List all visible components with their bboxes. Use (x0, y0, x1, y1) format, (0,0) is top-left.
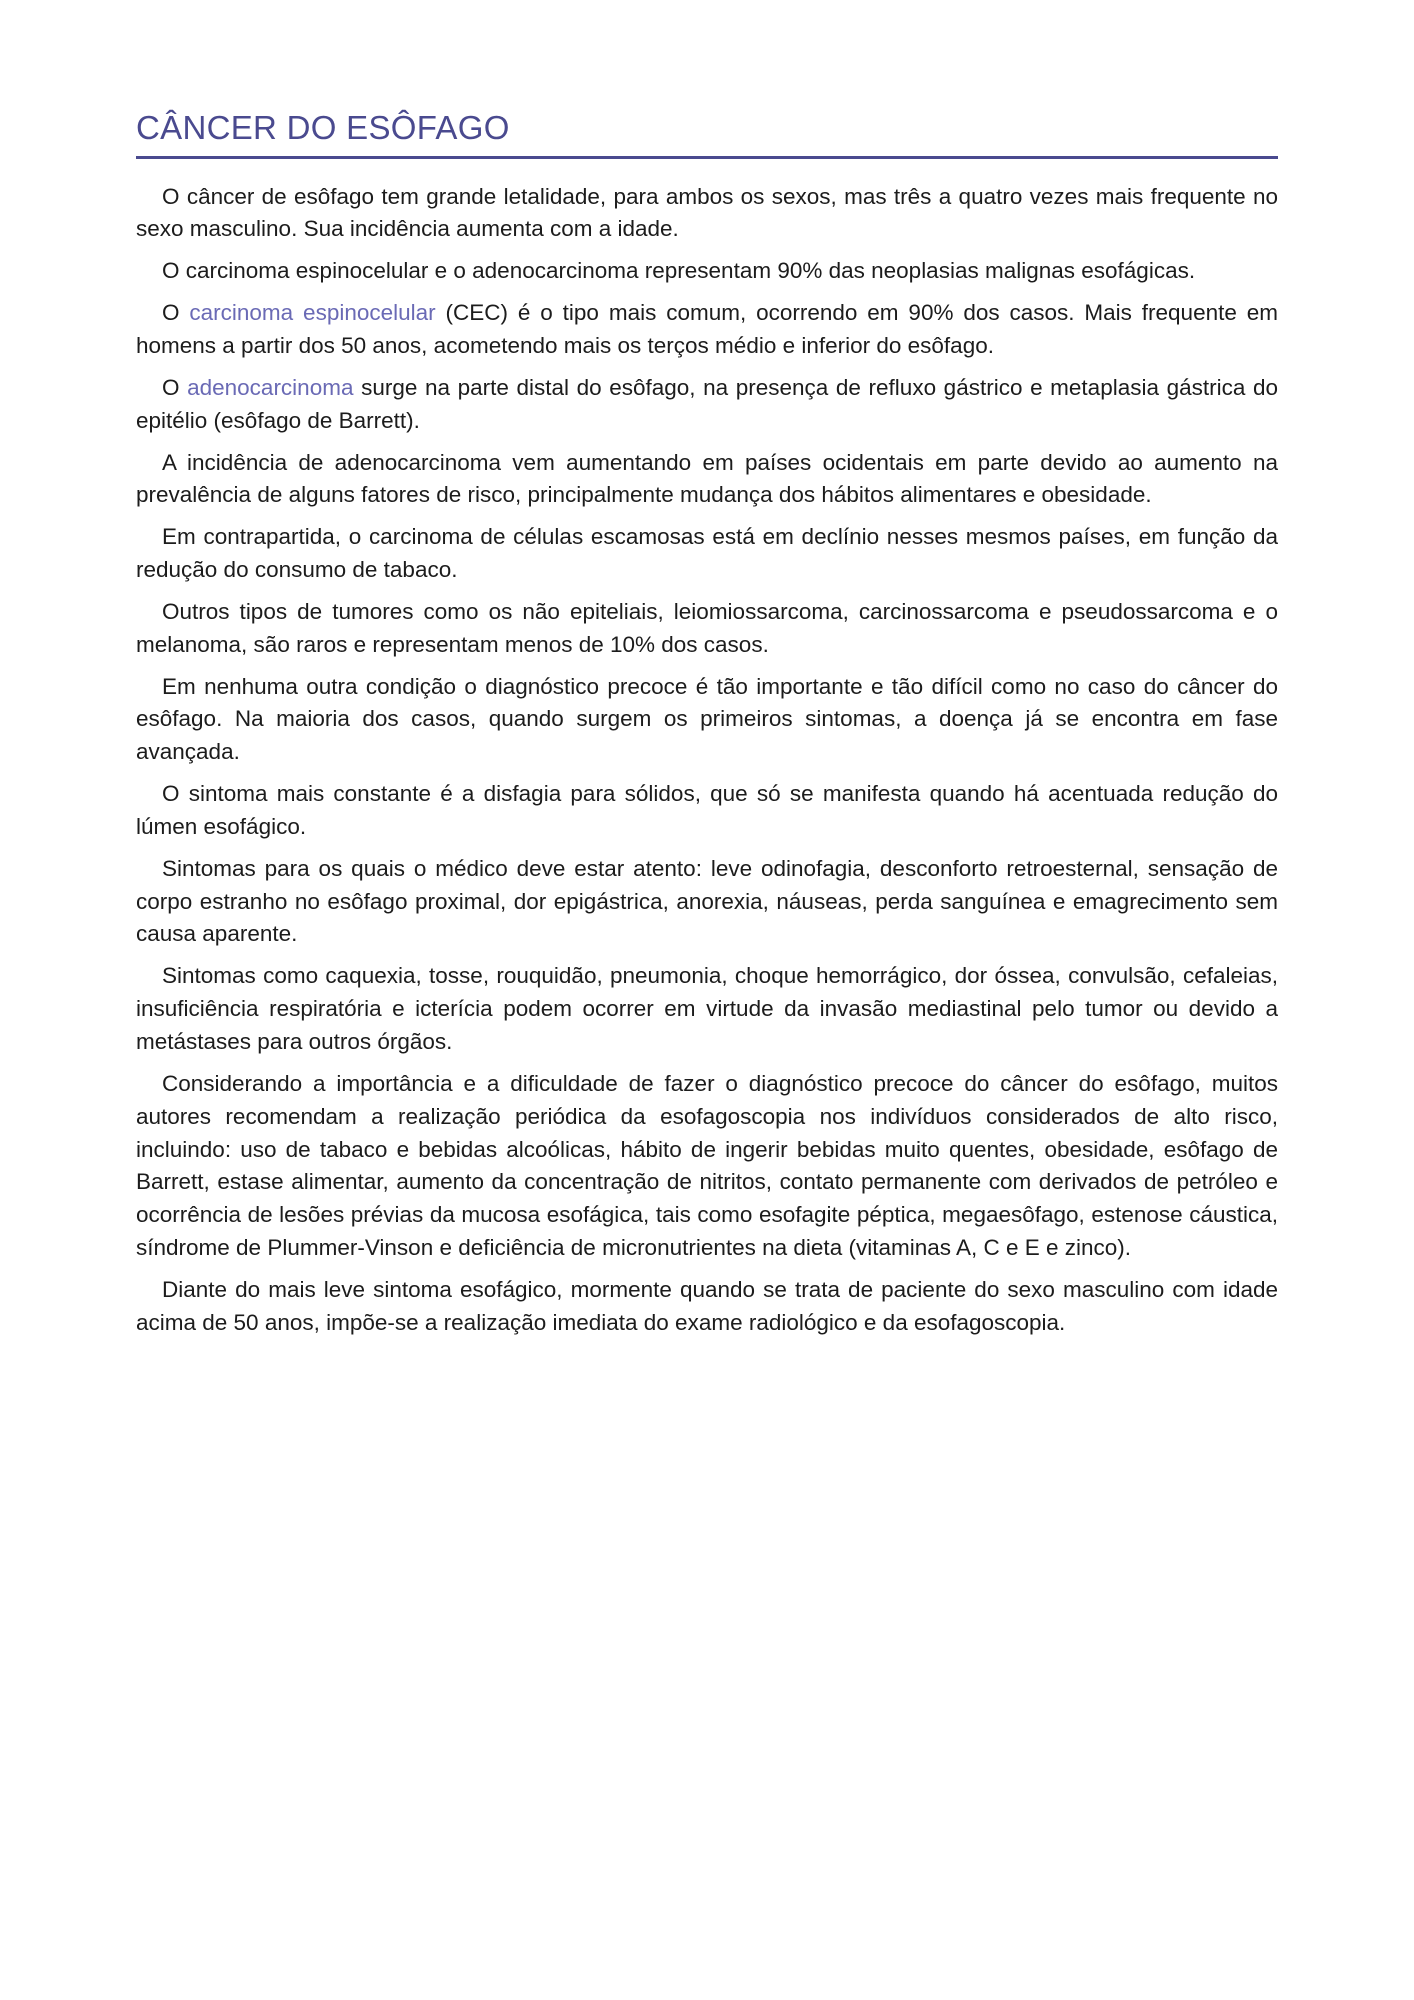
paragraph-1 (136, 181, 1278, 247)
paragraph-7 (136, 596, 1278, 662)
paragraph-4 (136, 372, 1278, 438)
paragraph-text: Em contrapartida, o carcinoma de células escamosas está em declínio nesses mesmos países, em função da redução do consumo de tabaco. (136, 524, 1278, 583)
paragraph-text: O câncer de esôfago tem grande letalidade, para ambos os sexos, mas três a quatro vezes mais frequente no sexo masculino. Sua incidência aumenta com a idade. (136, 183, 1278, 242)
paragraph-2 (136, 255, 1278, 288)
paragraph-text: Considerando a importância e a dificuldade de fazer o diagnóstico precoce do câncer do esôfago, muitos autores recomendam a realização periódica da esofagoscopia nos indivíduos considerados de alto risco, incluindo: uso de tabaco e bebidas alcoólicas, hábito de ingerir bebidas muito quentes, obesidade, esôfago de Barrett, estase alimentar, aumento da concentração de nitritos, contato permanente com derivados de petróleo e ocorrência de lesões prévias da mucosa esofágica, tais como esofagite péptica, megaesôfago, estenose cáustica, síndrome de Plummer-Vinson e deficiência de micronutrientes na dieta (vitaminas A, C e E e zinco). (136, 1070, 1278, 1261)
paragraph-text-tail: (CEC) é o tipo mais comum, ocorrendo em 90% dos casos. Mais frequente em homens a partir dos 50 anos, acometendo mais os terços médio e inferior do esôfago. (136, 300, 1278, 358)
paragraph-8 (136, 671, 1278, 770)
paragraph-text: Sintomas para os quais o médico deve estar atento: leve odinofagia, desconforto retroesternal, sensação de corpo estranho no esôfago proximal, dor epigástrica, anorexia, náuseas, perda sanguínea e emagrecimento sem causa aparente. (136, 855, 1278, 947)
paragraph-5 (136, 447, 1278, 513)
paragraph-text-tail: surge na parte distal do esôfago, na presença de refluxo gástrico e metaplasia gástrica do epitélio (esôfago de Barrett). (136, 374, 1278, 433)
paragraph-12 (136, 1068, 1278, 1265)
paragraph-6 (136, 521, 1278, 587)
paragraph-text: Em nenhuma outra condição o diagnóstico precoce é tão importante e tão difícil como no caso do câncer do esôfago. Na maioria dos casos, quando surgem os primeiros sintomas, a doença já se encontra em fase avançada. (136, 673, 1278, 765)
document-body (136, 181, 1278, 1340)
title-underline-rule (136, 156, 1278, 159)
paragraph-text-lead: O (162, 300, 190, 326)
paragraph-9 (136, 778, 1278, 844)
paragraph-text: Diante do mais leve sintoma esofágico, mormente quando se trata de paciente do sexo masculino com idade acima de 50 anos, impõe-se a realização imediata do exame radiológico e da esofagoscopia. (136, 1276, 1278, 1335)
paragraph-10-highlighted (136, 853, 1278, 952)
paragraph-text: A incidência de adenocarcinoma vem aumentando em países ocidentais em parte devido ao aumento na prevalência de alguns fatores de risco, principalmente mudança dos hábitos alimentares e obesidade. (136, 449, 1278, 508)
paragraph-text: O carcinoma espinocelular e o adenocarcinoma representam 90% das neoplasias malignas esofágicas. (162, 258, 1196, 284)
paragraph-3 (136, 297, 1278, 363)
paragraph-text: O sintoma mais constante é a disfagia para sólidos, que só se manifesta quando há acentuada redução do lúmen esofágico. (136, 781, 1278, 839)
paragraph-text: Outros tipos de tumores como os não epiteliais, leiomiossarcoma, carcinossarcoma e pseudossarcoma e o melanoma, são raros e representam menos de 10% dos casos. (136, 598, 1278, 657)
paragraph-13 (136, 1274, 1278, 1340)
term-carcinoma-espinocelular: carcinoma espinocelular (189, 300, 436, 326)
term-adenocarcinoma: adenocarcinoma (187, 374, 354, 400)
paragraph-11 (136, 960, 1278, 1059)
paragraph-text-lead: O (162, 374, 188, 400)
page-title: CÂNCER DO ESÔFAGO (136, 109, 510, 146)
paragraph-text: Sintomas como caquexia, tosse, rouquidão, pneumonia, choque hemorrágico, dor óssea, convulsão, cefaleias, insuficiência respiratória e icterícia podem ocorrer em virtude da invasão mediastinal pelo tumor ou devido a metástases para outros órgãos. (136, 963, 1278, 1054)
